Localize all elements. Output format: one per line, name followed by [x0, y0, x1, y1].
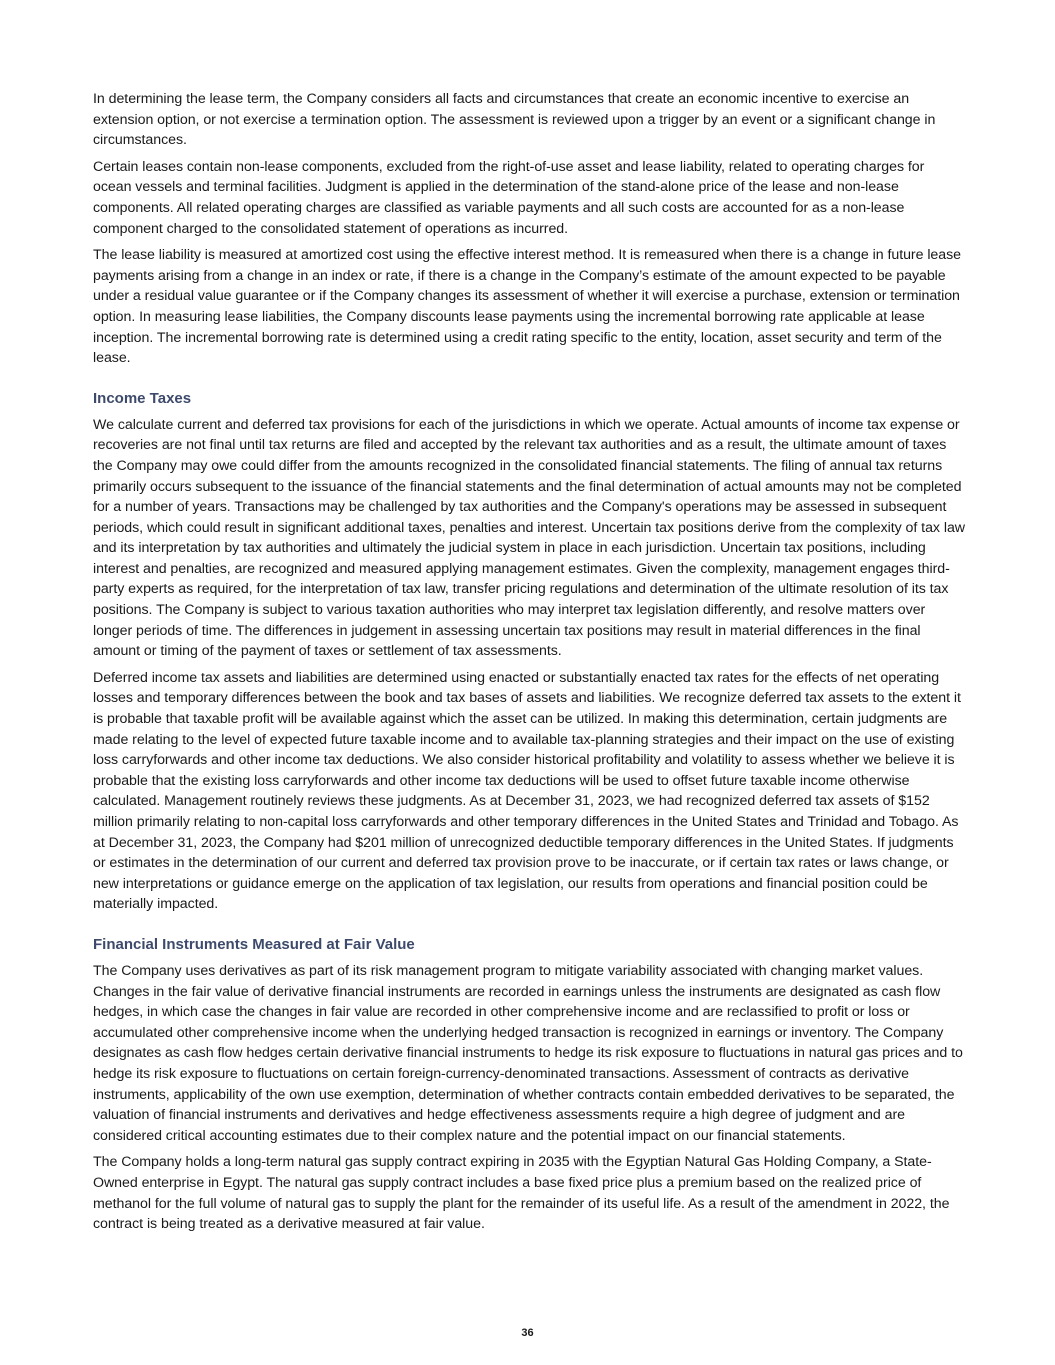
paragraph: The Company uses derivatives as part of its risk management program to mitigate variability associated with changing market values. Changes in the fair value of derivative financial instruments are recorded in earnings unless the instruments are designated as cash flow hedges, in which case the changes in fair value are recorded in other comprehensive income and are reclassified to profit or loss or accumulated other comprehensive income when the underlying hedged transaction is recognized in earnings or inventory. The Company designates as cash flow hedges certain derivative financial instruments to hedge its risk exposure to fluctuations in natural gas prices and to hedge its risk exposure to fluctuations on certain foreign-currency-denominated transactions. Assessment of contracts as derivative instruments, applicability of the own use exemption, determination of whether contracts contain embedded derivatives to be separated, the valuation of financial instruments and derivatives and hedge effectiveness assessments require a high degree of judgment and are considered critical accounting estimates due to their complex nature and the potential impact on our financial statements. — [93, 962, 963, 1144]
paragraph: The Company holds a long-term natural gas supply contract expiring in 2035 with the Egyptian Natural Gas Holding Company, a State-Owned enterprise in Egypt. The natural gas supply contract includes a base fixed price plus a premium based on the realized price of methanol for the full volume of natural gas to supply the plant for the remainder of its useful life. As a result of the amendment in 2022, the contract is being treated as a derivative measured at fair value. — [93, 1154, 950, 1233]
section-financial-instruments — [93, 935, 965, 1235]
section-income-taxes — [93, 389, 965, 915]
section-leases — [93, 89, 965, 369]
paragraph: In determining the lease term, the Company considers all facts and circumstances that create an economic incentive to exercise an extension option, or not exercise a termination option. The assessment is reviewed upon a trigger by an event or a significant change in circumstances. — [93, 91, 936, 149]
paragraph: We calculate current and deferred tax provisions for each of the jurisdictions in which we operate. Actual amounts of income tax expense or recoveries are not final until tax returns are filed and accepted by the relevant tax authorities and as a result, the ultimate amount of taxes the Company may owe could differ from the amounts recognized in the consolidated financial statements. The filing of annual tax returns primarily occurs subsequent to the issuance of the financial statements and the final determination of actual amounts may not be completed for a number of years. Transactions may be challenged by tax authorities and the Company's operations may be assessed in subsequent periods, which could result in significant additional taxes, penalties and interest. Uncertain tax positions derive from the complexity of tax law and its interpretation by tax authorities and ultimately the judicial system in place in each jurisdiction. Uncertain tax positions, including interest and penalties, are recognized and measured applying management estimates. Given the complexity, management engages third-party experts as required, for the interpretation of tax law, transfer pricing regulations and determination of the ultimate resolution of its tax positions. The Company is subject to various taxation authorities who may interpret tax legislation differently, and resolve matters over longer periods of time. The differences in judgement in assessing uncertain tax positions may result in material differences in the final amount or timing of the payment of taxes or settlement of tax assessments. — [93, 416, 965, 660]
paragraph: The lease liability is measured at amortized cost using the effective interest method. It is remeasured when there is a change in future lease payments arising from a change in an index or rate, if there is a change in the Company’s estimate of the amount expected to be payable under a residual value guarantee or if the Company changes its assessment of whether it will exercise a purchase, extension or termination option. In measuring lease liabilities, the Company discounts lease payments using the incremental borrowing rate applicable at lease inception. The incremental borrowing rate is determined using a credit rating specific to the entity, location, asset security and term of the lease. — [93, 247, 961, 367]
section-heading: Financial Instruments Measured at Fair Value — [93, 935, 415, 953]
paragraph: Certain leases contain non-lease components, excluded from the right-of-use asset and lease liability, related to operating charges for ocean vessels and terminal facilities. Judgment is applied in the determination of the stand-alone price of the lease and non-lease components. All related operating charges are classified as variable payments and all such costs are accounted for as a non-lease component charged to the consolidated statement of operations as incurred. — [93, 158, 925, 237]
document-page — [93, 89, 965, 1241]
page-number: 36 — [521, 1327, 534, 1339]
section-heading: Income Taxes — [93, 389, 192, 407]
paragraph: Deferred income tax assets and liabilities are determined using enacted or substantially enacted tax rates for the effects of net operating losses and temporary differences between the book and tax bases of assets and liabilities. We recognize deferred tax assets to the extent it is probable that taxable profit will be available against which the asset can be utilized. In making this determination, certain judgments are made relating to the level of expected future taxable income and to available tax-planning strategies and their impact on the use of existing loss carryforwards and other income tax deductions. We also consider historical profitability and volatility to assess whether we believe it is probable that the existing loss carryforwards and other income tax deductions will be used to offset future taxable income otherwise calculated. Management routinely reviews these judgments. As at December 31, 2023, we had recognized deferred tax assets of $152 million primarily relating to non-capital loss carryforwards and other temporary differences in the United States and Trinidad and Tobago. As at December 31, 2023, the Company had $201 million of unrecognized deductible temporary differences in the United States. If judgments or estimates in the determination of our current and deferred tax provision prove to be inaccurate, or if certain tax rates or laws change, or new interpretations or guidance emerge on the application of tax legislation, our results from operations and financial position could be materially impacted. — [93, 669, 961, 913]
